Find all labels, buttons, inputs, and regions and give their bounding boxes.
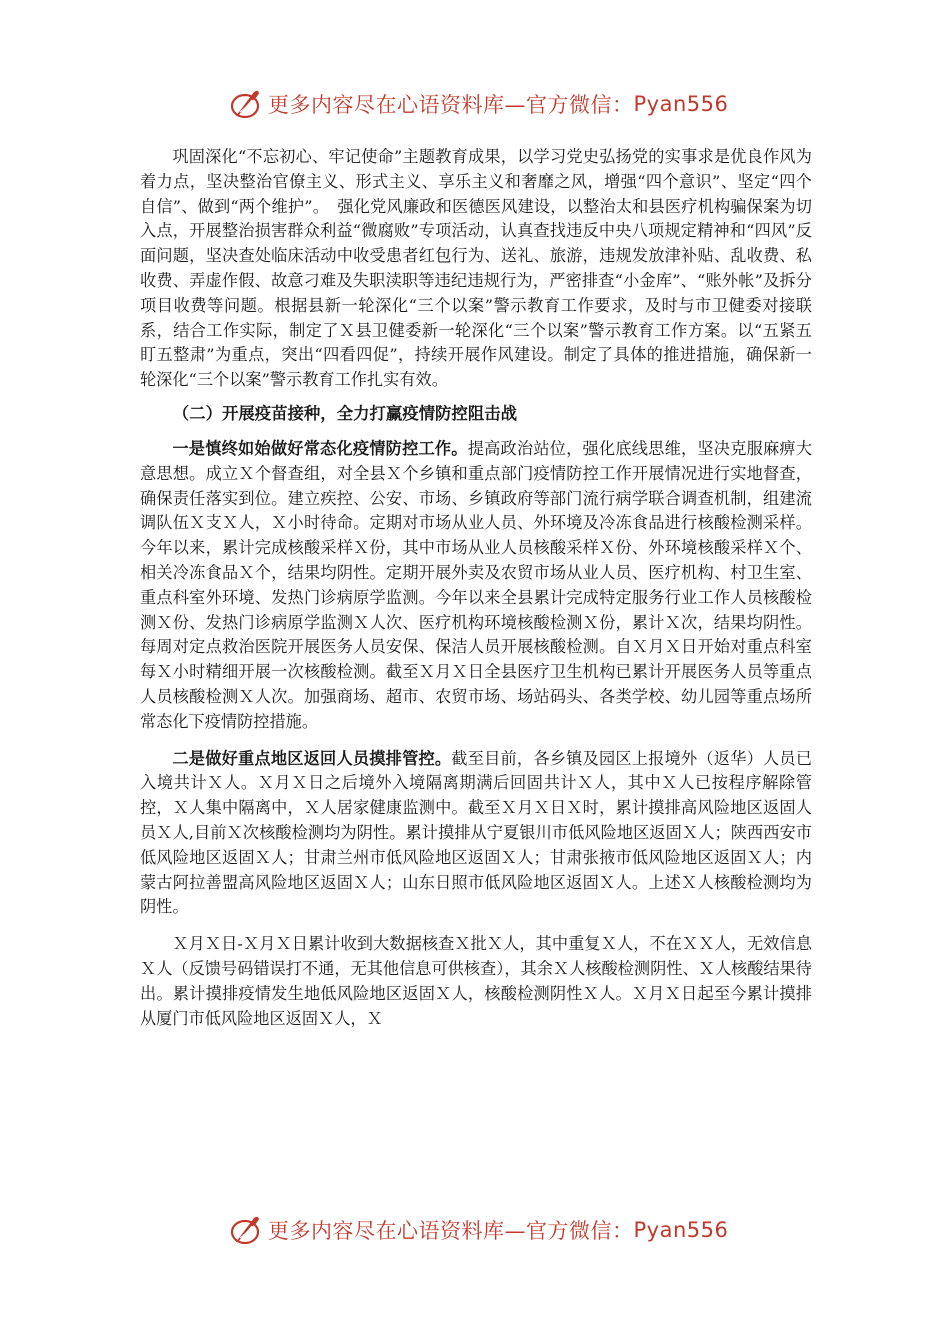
paragraph-body-1: 提高政治站位，强化底线思维，坚决克服麻痹大意思想。成立Ｘ个督查组，对全县Ｘ个乡镇和重点部门疫情防控工作开展情况进行实地督查，确保责任落实到位。建立疾控、公安、市场、乡镇政府等部门流行病学联合调查机制，组建流调队伍Ｘ支Ｘ人，Ｘ小时待命。定期对市场从业人员、外环境及冷冻食品进行核酸检测采样。今年以来，累计完成核酸采样Ｘ份，其中市场从业人员核酸采样Ｘ份、外环境核酸采样Ｘ个、相关冷冻食品Ｘ个，结果均阴性。定期开展外卖及农贸市场从业人员、医疗机构、村卫生室、重点科室外环境、发热门诊病原学监测。今年以来全县累计完成特定服务行业工作人员核酸检测Ｘ份、发热门诊病原学监测Ｘ人次、医疗机构环境核酸检测Ｘ份，累计Ｘ次，结果均阴性。每周对定点救治医院开展医务人员安保、保洁人员开展核酸检测。自Ｘ月Ｘ日开始对重点科室每Ｘ小时精细开展一次核酸检测。截至Ｘ月Ｘ日全县医疗卫生机构已累计开展医务人员等重点人员核酸检测Ｘ人次。加强商场、超市、农贸市场、场站码头、各类学校、幼儿园等重点场所常态化下疫情防控措施。 <box>140 438 813 731</box>
header-watermark-banner <box>228 84 748 124</box>
banner-wechat-id: Pyan556 <box>633 92 729 116</box>
document-body <box>140 145 812 1031</box>
paragraph-lead-1: 一是慎终如始做好常态化疫情防控工作。 <box>172 438 468 458</box>
banner-text: 更多内容尽在心语资料库—官方微信： <box>268 93 634 117</box>
paragraph-body-2: 截至目前，各乡镇及园区上报境外（返华）人员已入境共计Ｘ人。Ｘ月Ｘ日之后境外入境隔离期满后回固共计Ｘ人，其中Ｘ人已按程序解除管控，Ｘ人集中隔离中，Ｘ人居家健康监测中。截至Ｘ月Ｘ日Ｘ时，累计摸排高风险地区返固人员Ｘ人,目前Ｘ次核酸检测均为阴性。累计摸排从宁夏银川市低风险地区返固Ｘ人；陕西西安市低风险地区返固Ｘ人；甘肃兰州市低风险地区返固Ｘ人；甘肃张掖市低风险地区返固Ｘ人；内蒙古阿拉善盟高风险地区返固Ｘ人；山东日照市低风险地区返固Ｘ人。上述Ｘ人核酸检测均为阴性。 <box>140 748 813 917</box>
quill-logo-icon <box>228 1212 264 1248</box>
quill-logo-icon <box>228 86 264 122</box>
banner-wechat-id: Pyan556 <box>633 1218 729 1242</box>
paragraph-lead-2: 二是做好重点地区返回人员摸排管控。 <box>172 748 452 768</box>
paragraph-party-conduct: 巩固深化“不忘初心、牢记使命”主题教育成果，以学习党史弘扬党的实事求是优良作风为着力点，坚决整治官僚主义、形式主义、享乐主义和奢靡之风，增强“四个意识”、坚定“四个自信”、做到“两个维护”。 强化党风廉政和医德医风建设，以整治太和县医疗机构骗保案为切入点，开展整治损害群众利益“微腐败”专项活动，认真查找违反中央八项规定精神和“四风”反面问题，坚决查处临床活动中收受患者红包行为、送礼、旅游，违规发放津补贴、乱收费、私收费、弄虚作假、故意刁难及失职渎职等违纪违规行为，严密排查“小金库”、“账外帐”及拆分项目收费等问题。根据县新一轮深化“三个以案”警示教育工作要求，及时与市卫健委对接联系，结合工作实际，制定了Ｘ县卫健委新一轮深化“三个以案”警示教育工作方案。以“五紧五盯五整肃”为重点，突出“四看四促”，持续开展作风建设。制定了具体的推进措施，确保新一轮深化“三个以案”警示教育工作扎实有效。 <box>140 147 812 390</box>
paragraph-epidemic-prevention <box>140 437 812 735</box>
footer-watermark-banner <box>228 1210 748 1250</box>
paragraph-returnee-screening <box>140 747 812 921</box>
paragraph-bigdata-check: Ｘ月Ｘ日-Ｘ月Ｘ日累计收到大数据核查Ｘ批Ｘ人，其中重复Ｘ人，不在ＸＸ人，无效信息Ｘ人（反馈号码错误打不通，无其他信息可供核查），其余Ｘ人核酸检测阴性、Ｘ人核酸结果待出。累计摸排疫情发生地低风险地区返固Ｘ人，核酸检测阴性Ｘ人。Ｘ月Ｘ日起至今累计摸排从厦门市低风险地区返固Ｘ人，Ｘ <box>140 934 812 1028</box>
section-heading-vaccination: （二）开展疫苗接种，全力打赢疫情防控阻击战 <box>172 403 517 423</box>
banner-text: 更多内容尽在心语资料库—官方微信： <box>268 1219 634 1243</box>
